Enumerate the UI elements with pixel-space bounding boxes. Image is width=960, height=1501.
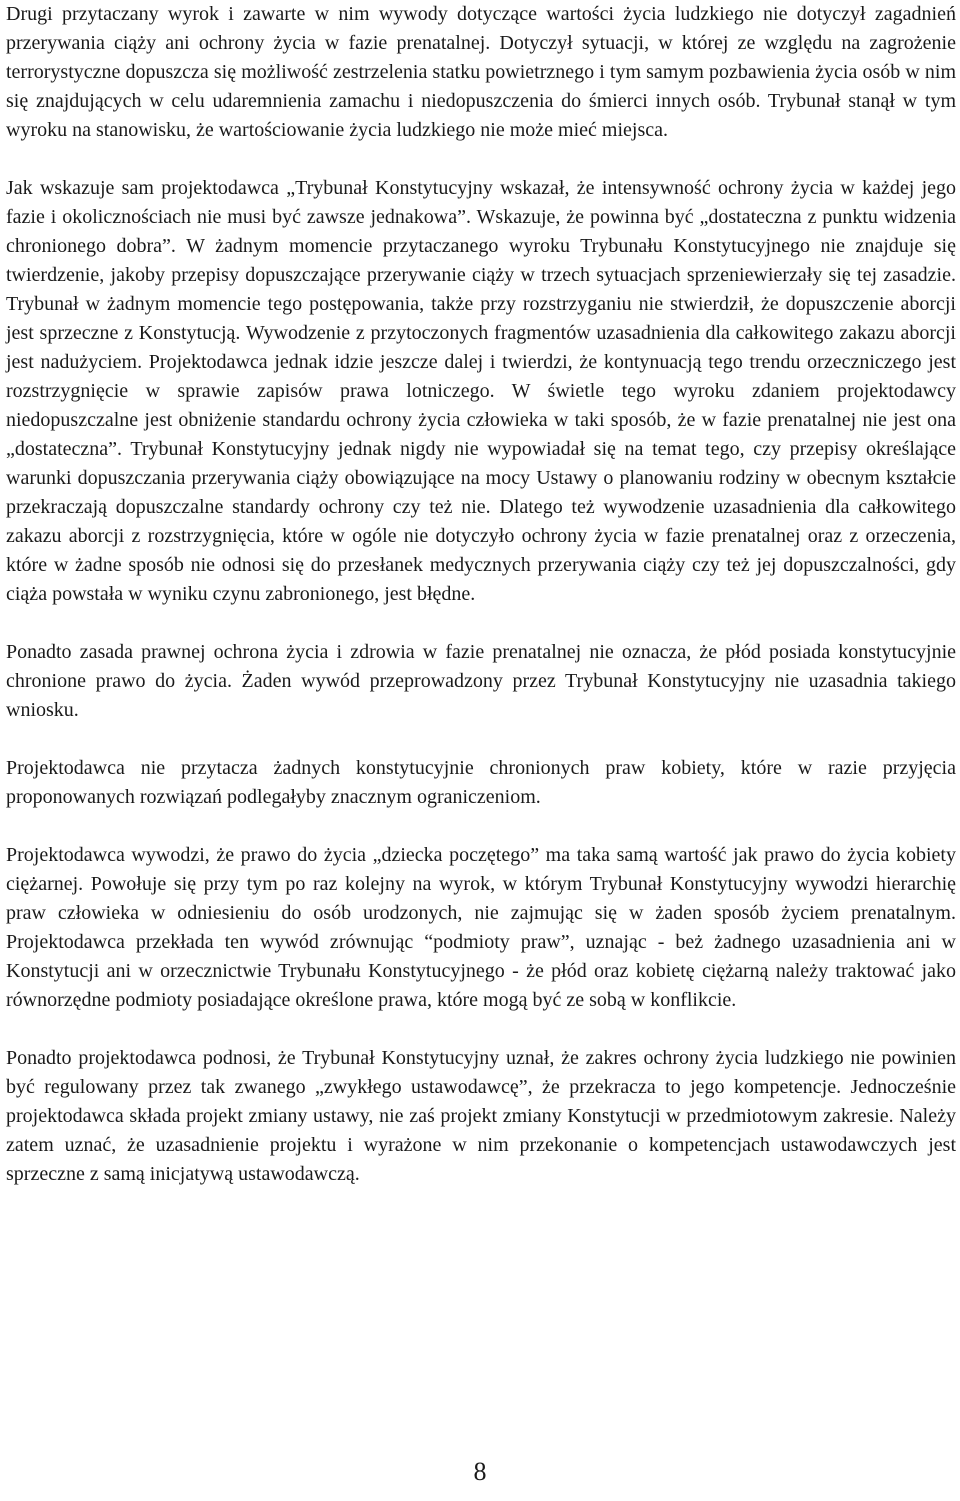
paragraph-4: Projektodawca nie przytacza żadnych konstytucyjnie chronionych praw kobiety, które w razie przyjęcia proponowanych rozwiązań podlegałyby znacznym ograniczeniom. (6, 757, 956, 808)
paragraph-2: Jak wskazuje sam projektodawca „Trybunał Konstytucyjny wskazał, że intensywność ochrony życia w każdej jego fazie i okolicznościach nie musi być zawsze jednakowa”. Wskazuje, że powinna być „dostateczna z punktu widzenia chronionego dobra”. W żadnym momencie przytaczanego wyroku Trybunału Konstytucyjnego nie znajduje się twierdzenie, jakoby przepisy dopuszczające przerywanie ciąży w trzech sytuacjach sprzeniewierzały się tej zasadzie. Trybunał w żadnym momencie tego postępowania, także przy rozstrzyganiu nie stwierdził, że dopuszczenie aborcji jest sprzeczne z Konstytucją. Wywodzenie z przytoczonych fragmentów uzasadnienia dla całkowitego zakazu aborcji jest nadużyciem. Projektodawca jednak idzie jeszcze dalej i twierdzi, że kontynuacją tego trendu orzeczniczego jest rozstrzygnięcie w sprawie zapisów prawa lotniczego. W świetle tego wyroku zdaniem projektodawcy niedopuszczalne jest obniżenie standardu ochrony życia człowieka w taki sposób, że w fazie prenatalnej nie jest ona „dostateczna”. Trybunał Konstytucyjny jednak nigdy nie wypowiadał się na temat tego, czy przepisy określające warunki dopuszczania przerywania ciąży obowiązujące na mocy Ustawy o planowaniu rodziny w obecnym kształcie przekraczają dopuszczalne standardy ochrony czy też nie. Dlatego też wywodzenie uzasadnienia dla całkowitego zakazu aborcji z rozstrzygnięcia, które w ogóle nie dotyczyło ochrony życia w fazie prenatalnej oraz z orzeczenia, które w żadne sposób nie odnosi się do przesłanek medycznych przerywania ciąży czy też jej dopuszczalności, gdy ciąża powstała w wyniku czynu zabronionego, jest błędne. (6, 177, 956, 605)
page-number: 8 (473, 1457, 487, 1486)
document-page (6, 0, 956, 1218)
paragraph-3: Ponadto zasada prawnej ochrona życia i zdrowia w fazie prenatalnej nie oznacza, że płód posiada konstytucyjnie chronione prawo do życia. Żaden wywód przeprowadzony przez Trybunał Konstytucyjny nie uzasadnia takiego wniosku. (6, 641, 956, 721)
paragraph-5: Projektodawca wywodzi, że prawo do życia „dziecka poczętego” ma taka samą wartość jak prawo do życia kobiety ciężarnej. Powołuje się przy tym po raz kolejny na wyrok, w którym Trybunał Konstytucyjny wywodzi hierarchię praw człowieka w odniesieniu do osób urodzonych, nie zajmując się w żaden sposób życiem prenatalnym. Projektodawca przekłada ten wywód zrównując “podmioty praw”, uznając - beż żadnego uzasadnienia ani w Konstytucji ani w orzecznictwie Trybunału Konstytucyjnego - że płód oraz kobietę ciężarną należy traktować jako równorzędne podmioty posiadające określone prawa, które mogą być ze sobą w konflikcie. (6, 844, 956, 1011)
paragraph-6: Ponadto projektodawca podnosi, że Trybunał Konstytucyjny uznał, że zakres ochrony życia ludzkiego nie powinien być regulowany przez tak zwanego „zwykłego ustawodawcę”, że przekracza to jego kompetencje. Jednocześnie projektodawca składa projekt zmiany ustawy, nie zaś projekt zmiany Konstytucji w przedmiotowym zakresie. Należy zatem uznać, że uzasadnienie projektu i wyrażone w nim przekonanie o kompetencjach ustawodawczych jest sprzeczne z samą inicjatywą ustawodawczą. (6, 1047, 956, 1185)
paragraph-1: Drugi przytaczany wyrok i zawarte w nim wywody dotyczące wartości życia ludzkiego nie dotyczył zagadnień przerywania ciąży ani ochrony życia w fazie prenatalnej. Dotyczył sytuacji, w której ze względu na zagrożenie terrorystyczne dopuszcza się możliwość zestrzelenia statku powietrznego i tym samym pozbawienia życia osób w nim się znajdujących w celu udaremnienia zamachu i niedopuszczenia do śmierci innych osób. Trybunał stanął w tym wyroku na stanowisku, że wartościowanie życia ludzkiego nie może mieć miejsca. (6, 3, 956, 141)
